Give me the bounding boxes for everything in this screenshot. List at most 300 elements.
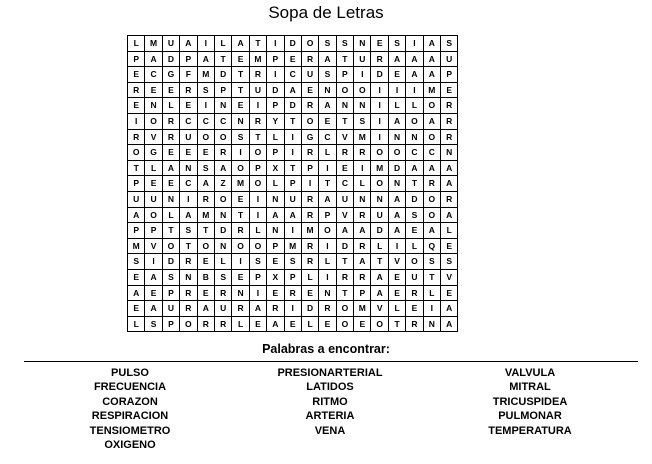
grid-cell[interactable]: I <box>267 36 284 52</box>
grid-cell[interactable]: C <box>406 145 423 161</box>
grid-cell[interactable]: D <box>371 223 388 239</box>
grid-cell[interactable]: E <box>441 82 458 98</box>
grid-cell[interactable]: O <box>249 176 266 192</box>
grid-cell[interactable]: A <box>388 113 405 129</box>
grid-cell[interactable]: I <box>249 98 266 114</box>
grid-cell[interactable]: T <box>336 113 353 129</box>
grid-cell[interactable]: E <box>128 67 145 83</box>
grid-cell[interactable]: O <box>371 176 388 192</box>
grid-cell[interactable]: O <box>162 238 179 254</box>
grid-cell[interactable]: R <box>249 113 266 129</box>
grid-cell[interactable]: P <box>128 51 145 67</box>
grid-cell[interactable]: R <box>232 223 249 239</box>
grid-cell[interactable]: A <box>128 207 145 223</box>
grid-cell[interactable]: R <box>441 113 458 129</box>
grid-cell[interactable]: R <box>180 301 197 317</box>
grid-cell[interactable]: U <box>145 191 162 207</box>
grid-cell[interactable]: R <box>354 207 371 223</box>
grid-cell[interactable]: A <box>423 67 440 83</box>
grid-cell[interactable]: L <box>301 316 318 332</box>
grid-cell[interactable]: L <box>128 316 145 332</box>
grid-cell[interactable]: R <box>162 129 179 145</box>
grid-cell[interactable]: O <box>336 316 353 332</box>
grid-cell[interactable]: O <box>423 191 440 207</box>
grid-cell[interactable]: I <box>371 82 388 98</box>
grid-cell[interactable]: V <box>336 129 353 145</box>
grid-cell[interactable]: E <box>232 51 249 67</box>
grid-cell[interactable]: I <box>197 36 214 52</box>
grid-cell[interactable]: D <box>162 254 179 270</box>
grid-cell[interactable]: I <box>319 238 336 254</box>
grid-cell[interactable]: A <box>180 36 197 52</box>
grid-cell[interactable]: P <box>128 223 145 239</box>
grid-cell[interactable]: T <box>180 238 197 254</box>
grid-cell[interactable]: N <box>354 191 371 207</box>
grid-cell[interactable]: R <box>301 191 318 207</box>
grid-cell[interactable]: R <box>423 176 440 192</box>
grid-cell[interactable]: E <box>145 82 162 98</box>
grid-cell[interactable]: A <box>319 191 336 207</box>
grid-cell[interactable]: I <box>388 238 405 254</box>
grid-cell[interactable]: M <box>145 36 162 52</box>
grid-cell[interactable]: I <box>284 129 301 145</box>
grid-cell[interactable]: L <box>267 129 284 145</box>
grid-cell[interactable]: A <box>441 207 458 223</box>
grid-cell[interactable]: T <box>336 51 353 67</box>
grid-cell[interactable]: D <box>388 160 405 176</box>
grid-cell[interactable]: S <box>441 254 458 270</box>
grid-cell[interactable]: A <box>441 316 458 332</box>
grid-cell[interactable]: I <box>301 176 318 192</box>
grid-cell[interactable]: P <box>128 176 145 192</box>
grid-cell[interactable]: L <box>214 36 231 52</box>
grid-cell[interactable]: R <box>301 145 318 161</box>
grid-cell[interactable]: P <box>336 67 353 83</box>
grid-cell[interactable]: O <box>319 223 336 239</box>
grid-cell[interactable]: M <box>301 223 318 239</box>
grid-cell[interactable]: R <box>301 51 318 67</box>
grid-cell[interactable]: O <box>145 113 162 129</box>
grid-cell[interactable]: L <box>301 269 318 285</box>
grid-cell[interactable]: D <box>406 191 423 207</box>
grid-cell[interactable]: D <box>301 301 318 317</box>
grid-cell[interactable]: S <box>197 82 214 98</box>
grid-cell[interactable]: R <box>180 254 197 270</box>
grid-cell[interactable]: N <box>441 145 458 161</box>
grid-cell[interactable]: E <box>301 285 318 301</box>
grid-cell[interactable]: L <box>388 301 405 317</box>
grid-cell[interactable]: M <box>423 82 440 98</box>
grid-cell[interactable]: A <box>319 98 336 114</box>
grid-cell[interactable]: G <box>162 67 179 83</box>
grid-cell[interactable]: P <box>267 98 284 114</box>
grid-cell[interactable]: M <box>371 160 388 176</box>
grid-cell[interactable]: A <box>128 285 145 301</box>
grid-cell[interactable]: S <box>336 36 353 52</box>
grid-cell[interactable]: R <box>336 145 353 161</box>
grid-cell[interactable]: S <box>441 36 458 52</box>
grid-cell[interactable]: R <box>214 145 231 161</box>
grid-cell[interactable]: R <box>354 145 371 161</box>
grid-cell[interactable]: A <box>388 191 405 207</box>
grid-cell[interactable]: S <box>354 113 371 129</box>
grid-cell[interactable]: C <box>423 145 440 161</box>
grid-cell[interactable]: N <box>336 98 353 114</box>
grid-cell[interactable]: E <box>197 254 214 270</box>
grid-cell[interactable]: T <box>336 254 353 270</box>
grid-cell[interactable]: A <box>388 223 405 239</box>
grid-cell[interactable]: V <box>145 129 162 145</box>
grid-cell[interactable]: N <box>214 238 231 254</box>
grid-cell[interactable]: A <box>354 254 371 270</box>
grid-cell[interactable]: R <box>301 254 318 270</box>
grid-cell[interactable]: N <box>319 285 336 301</box>
grid-cell[interactable]: D <box>214 67 231 83</box>
grid-cell[interactable]: A <box>406 51 423 67</box>
grid-cell[interactable]: T <box>197 223 214 239</box>
grid-cell[interactable]: R <box>354 238 371 254</box>
grid-cell[interactable]: U <box>162 36 179 52</box>
grid-cell[interactable]: N <box>354 98 371 114</box>
grid-cell[interactable]: P <box>354 285 371 301</box>
grid-cell[interactable]: C <box>319 129 336 145</box>
grid-cell[interactable]: E <box>267 254 284 270</box>
grid-cell[interactable]: M <box>354 301 371 317</box>
grid-cell[interactable]: I <box>128 113 145 129</box>
grid-cell[interactable]: R <box>284 285 301 301</box>
grid-cell[interactable]: E <box>267 285 284 301</box>
grid-cell[interactable]: L <box>128 36 145 52</box>
grid-cell[interactable]: L <box>441 223 458 239</box>
grid-cell[interactable]: M <box>354 129 371 145</box>
grid-cell[interactable]: D <box>284 36 301 52</box>
grid-cell[interactable]: I <box>354 67 371 83</box>
grid-cell[interactable]: U <box>301 67 318 83</box>
grid-cell[interactable]: E <box>406 301 423 317</box>
grid-cell[interactable]: N <box>267 223 284 239</box>
grid-cell[interactable]: E <box>197 145 214 161</box>
grid-cell[interactable]: C <box>284 67 301 83</box>
grid-cell[interactable]: U <box>406 269 423 285</box>
grid-cell[interactable]: A <box>145 301 162 317</box>
grid-cell[interactable]: I <box>319 160 336 176</box>
grid-cell[interactable]: A <box>267 316 284 332</box>
grid-cell[interactable]: R <box>267 301 284 317</box>
grid-cell[interactable]: L <box>232 316 249 332</box>
grid-cell[interactable]: I <box>388 82 405 98</box>
grid-cell[interactable]: A <box>388 51 405 67</box>
grid-cell[interactable]: L <box>249 223 266 239</box>
grid-cell[interactable]: O <box>423 129 440 145</box>
grid-cell[interactable]: C <box>180 176 197 192</box>
grid-cell[interactable]: I <box>249 207 266 223</box>
grid-cell[interactable]: R <box>336 269 353 285</box>
grid-cell[interactable]: I <box>371 113 388 129</box>
grid-cell[interactable]: D <box>162 51 179 67</box>
grid-cell[interactable]: M <box>249 51 266 67</box>
grid-cell[interactable]: O <box>232 238 249 254</box>
grid-cell[interactable]: P <box>249 160 266 176</box>
grid-cell[interactable]: L <box>406 238 423 254</box>
grid-cell[interactable]: E <box>388 67 405 83</box>
grid-cell[interactable]: I <box>371 98 388 114</box>
grid-cell[interactable]: P <box>441 67 458 83</box>
grid-cell[interactable]: E <box>162 145 179 161</box>
grid-cell[interactable]: E <box>128 269 145 285</box>
grid-cell[interactable]: T <box>371 254 388 270</box>
grid-cell[interactable]: E <box>406 223 423 239</box>
grid-cell[interactable]: E <box>388 269 405 285</box>
grid-cell[interactable]: R <box>406 316 423 332</box>
grid-cell[interactable]: T <box>249 129 266 145</box>
grid-cell[interactable]: Y <box>267 113 284 129</box>
grid-cell[interactable]: O <box>249 238 266 254</box>
grid-cell[interactable]: O <box>423 98 440 114</box>
grid-cell[interactable]: P <box>267 51 284 67</box>
grid-cell[interactable]: L <box>423 285 440 301</box>
grid-cell[interactable]: L <box>145 160 162 176</box>
grid-cell[interactable]: T <box>128 160 145 176</box>
grid-cell[interactable]: I <box>371 129 388 145</box>
grid-cell[interactable]: S <box>232 129 249 145</box>
grid-cell[interactable]: A <box>441 160 458 176</box>
grid-cell[interactable]: L <box>267 176 284 192</box>
grid-cell[interactable]: T <box>162 223 179 239</box>
grid-cell[interactable]: E <box>441 285 458 301</box>
grid-cell[interactable]: U <box>441 51 458 67</box>
grid-cell[interactable]: R <box>406 285 423 301</box>
grid-cell[interactable]: E <box>232 98 249 114</box>
grid-cell[interactable]: N <box>232 113 249 129</box>
grid-cell[interactable]: R <box>441 98 458 114</box>
grid-cell[interactable]: V <box>336 207 353 223</box>
grid-cell[interactable]: R <box>232 301 249 317</box>
grid-cell[interactable]: S <box>128 254 145 270</box>
grid-cell[interactable]: R <box>197 191 214 207</box>
grid-cell[interactable]: A <box>371 269 388 285</box>
grid-cell[interactable]: N <box>354 36 371 52</box>
grid-cell[interactable]: N <box>267 191 284 207</box>
grid-cell[interactable]: S <box>319 67 336 83</box>
grid-cell[interactable]: P <box>180 51 197 67</box>
grid-cell[interactable]: O <box>371 145 388 161</box>
grid-cell[interactable]: I <box>406 36 423 52</box>
grid-cell[interactable]: O <box>301 113 318 129</box>
grid-cell[interactable]: A <box>197 51 214 67</box>
grid-cell[interactable]: R <box>214 316 231 332</box>
grid-cell[interactable]: N <box>423 316 440 332</box>
grid-cell[interactable]: I <box>197 98 214 114</box>
grid-cell[interactable]: R <box>301 238 318 254</box>
grid-cell[interactable]: U <box>371 207 388 223</box>
grid-cell[interactable]: A <box>371 285 388 301</box>
grid-cell[interactable]: E <box>284 316 301 332</box>
grid-cell[interactable]: P <box>249 269 266 285</box>
grid-cell[interactable]: R <box>441 191 458 207</box>
grid-cell[interactable]: P <box>162 285 179 301</box>
grid-cell[interactable]: E <box>162 176 179 192</box>
grid-cell[interactable]: P <box>284 269 301 285</box>
grid-cell[interactable]: T <box>388 316 405 332</box>
grid-cell[interactable]: E <box>336 160 353 176</box>
grid-cell[interactable]: O <box>371 316 388 332</box>
grid-cell[interactable]: T <box>249 36 266 52</box>
grid-cell[interactable]: G <box>145 145 162 161</box>
grid-cell[interactable]: U <box>336 191 353 207</box>
grid-cell[interactable]: L <box>371 238 388 254</box>
grid-cell[interactable]: M <box>197 67 214 83</box>
grid-cell[interactable]: O <box>214 129 231 145</box>
grid-cell[interactable]: U <box>162 301 179 317</box>
grid-cell[interactable]: S <box>284 254 301 270</box>
grid-cell[interactable]: A <box>284 82 301 98</box>
grid-cell[interactable]: R <box>197 316 214 332</box>
grid-cell[interactable]: C <box>214 113 231 129</box>
grid-cell[interactable]: I <box>423 301 440 317</box>
grid-cell[interactable]: A <box>354 223 371 239</box>
grid-cell[interactable]: T <box>406 176 423 192</box>
grid-cell[interactable]: O <box>197 238 214 254</box>
grid-cell[interactable]: U <box>249 82 266 98</box>
grid-cell[interactable]: S <box>406 207 423 223</box>
grid-cell[interactable]: P <box>162 316 179 332</box>
grid-cell[interactable]: S <box>319 36 336 52</box>
grid-cell[interactable]: E <box>284 51 301 67</box>
grid-cell[interactable]: L <box>406 98 423 114</box>
grid-cell[interactable]: E <box>162 82 179 98</box>
grid-cell[interactable]: N <box>388 176 405 192</box>
grid-cell[interactable]: U <box>128 191 145 207</box>
grid-cell[interactable]: A <box>441 301 458 317</box>
grid-cell[interactable]: N <box>406 129 423 145</box>
grid-cell[interactable]: O <box>406 113 423 129</box>
grid-cell[interactable]: A <box>423 223 440 239</box>
grid-cell[interactable]: A <box>197 176 214 192</box>
grid-cell[interactable]: O <box>406 254 423 270</box>
grid-cell[interactable]: O <box>214 191 231 207</box>
grid-cell[interactable]: S <box>180 223 197 239</box>
grid-cell[interactable]: P <box>145 223 162 239</box>
grid-cell[interactable]: A <box>441 176 458 192</box>
grid-cell[interactable]: E <box>145 176 162 192</box>
grid-cell[interactable]: L <box>214 254 231 270</box>
grid-cell[interactable]: T <box>232 82 249 98</box>
grid-cell[interactable]: P <box>267 145 284 161</box>
grid-cell[interactable]: S <box>197 160 214 176</box>
grid-cell[interactable]: D <box>267 82 284 98</box>
grid-cell[interactable]: P <box>319 207 336 223</box>
grid-cell[interactable]: A <box>423 113 440 129</box>
grid-cell[interactable]: A <box>319 51 336 67</box>
grid-cell[interactable]: O <box>354 82 371 98</box>
grid-cell[interactable]: E <box>301 82 318 98</box>
grid-cell[interactable]: E <box>128 301 145 317</box>
grid-cell[interactable]: A <box>267 207 284 223</box>
grid-cell[interactable]: O <box>336 301 353 317</box>
grid-cell[interactable]: A <box>214 160 231 176</box>
grid-cell[interactable]: R <box>371 51 388 67</box>
grid-cell[interactable]: I <box>354 160 371 176</box>
grid-cell[interactable]: E <box>232 269 249 285</box>
grid-cell[interactable]: S <box>423 254 440 270</box>
grid-cell[interactable]: S <box>162 269 179 285</box>
grid-cell[interactable]: D <box>371 67 388 83</box>
grid-cell[interactable]: E <box>128 98 145 114</box>
grid-cell[interactable]: A <box>423 36 440 52</box>
grid-cell[interactable]: R <box>319 301 336 317</box>
grid-cell[interactable]: T <box>214 51 231 67</box>
grid-cell[interactable]: V <box>388 254 405 270</box>
grid-cell[interactable]: R <box>180 82 197 98</box>
grid-cell[interactable]: L <box>319 254 336 270</box>
grid-cell[interactable]: O <box>180 316 197 332</box>
grid-cell[interactable]: A <box>388 207 405 223</box>
grid-cell[interactable]: I <box>284 145 301 161</box>
grid-cell[interactable]: X <box>267 160 284 176</box>
grid-cell[interactable]: U <box>354 51 371 67</box>
grid-cell[interactable]: O <box>197 129 214 145</box>
grid-cell[interactable]: P <box>214 82 231 98</box>
grid-cell[interactable]: N <box>180 160 197 176</box>
grid-cell[interactable]: O <box>388 145 405 161</box>
grid-cell[interactable]: A <box>145 51 162 67</box>
grid-cell[interactable]: A <box>249 301 266 317</box>
grid-cell[interactable]: I <box>267 67 284 83</box>
grid-cell[interactable]: A <box>284 207 301 223</box>
grid-cell[interactable]: I <box>249 285 266 301</box>
grid-cell[interactable]: Z <box>214 176 231 192</box>
grid-cell[interactable]: I <box>284 301 301 317</box>
grid-cell[interactable]: C <box>145 67 162 83</box>
grid-cell[interactable]: T <box>423 269 440 285</box>
grid-cell[interactable]: N <box>232 285 249 301</box>
grid-cell[interactable]: R <box>162 113 179 129</box>
grid-cell[interactable]: A <box>180 207 197 223</box>
grid-cell[interactable]: E <box>180 98 197 114</box>
grid-cell[interactable]: T <box>232 67 249 83</box>
grid-cell[interactable]: R <box>249 67 266 83</box>
grid-cell[interactable]: O <box>232 160 249 176</box>
grid-cell[interactable]: N <box>145 98 162 114</box>
grid-cell[interactable]: C <box>197 113 214 129</box>
grid-cell[interactable]: I <box>180 191 197 207</box>
grid-cell[interactable]: L <box>162 98 179 114</box>
grid-cell[interactable]: D <box>284 98 301 114</box>
grid-cell[interactable]: E <box>232 191 249 207</box>
grid-cell[interactable]: N <box>214 207 231 223</box>
grid-cell[interactable]: O <box>423 207 440 223</box>
grid-cell[interactable]: A <box>406 160 423 176</box>
grid-cell[interactable]: S <box>145 316 162 332</box>
grid-cell[interactable]: M <box>284 238 301 254</box>
grid-cell[interactable]: N <box>371 191 388 207</box>
grid-cell[interactable]: P <box>267 238 284 254</box>
grid-cell[interactable]: M <box>197 207 214 223</box>
grid-cell[interactable]: O <box>145 207 162 223</box>
grid-cell[interactable]: E <box>249 316 266 332</box>
grid-cell[interactable]: E <box>354 316 371 332</box>
grid-cell[interactable]: R <box>301 207 318 223</box>
grid-cell[interactable]: I <box>232 254 249 270</box>
grid-cell[interactable]: Q <box>423 238 440 254</box>
grid-cell[interactable]: O <box>249 145 266 161</box>
grid-cell[interactable]: L <box>354 176 371 192</box>
grid-cell[interactable]: D <box>336 238 353 254</box>
grid-cell[interactable]: E <box>319 113 336 129</box>
grid-cell[interactable]: E <box>319 316 336 332</box>
grid-cell[interactable]: X <box>267 269 284 285</box>
grid-cell[interactable]: S <box>214 269 231 285</box>
